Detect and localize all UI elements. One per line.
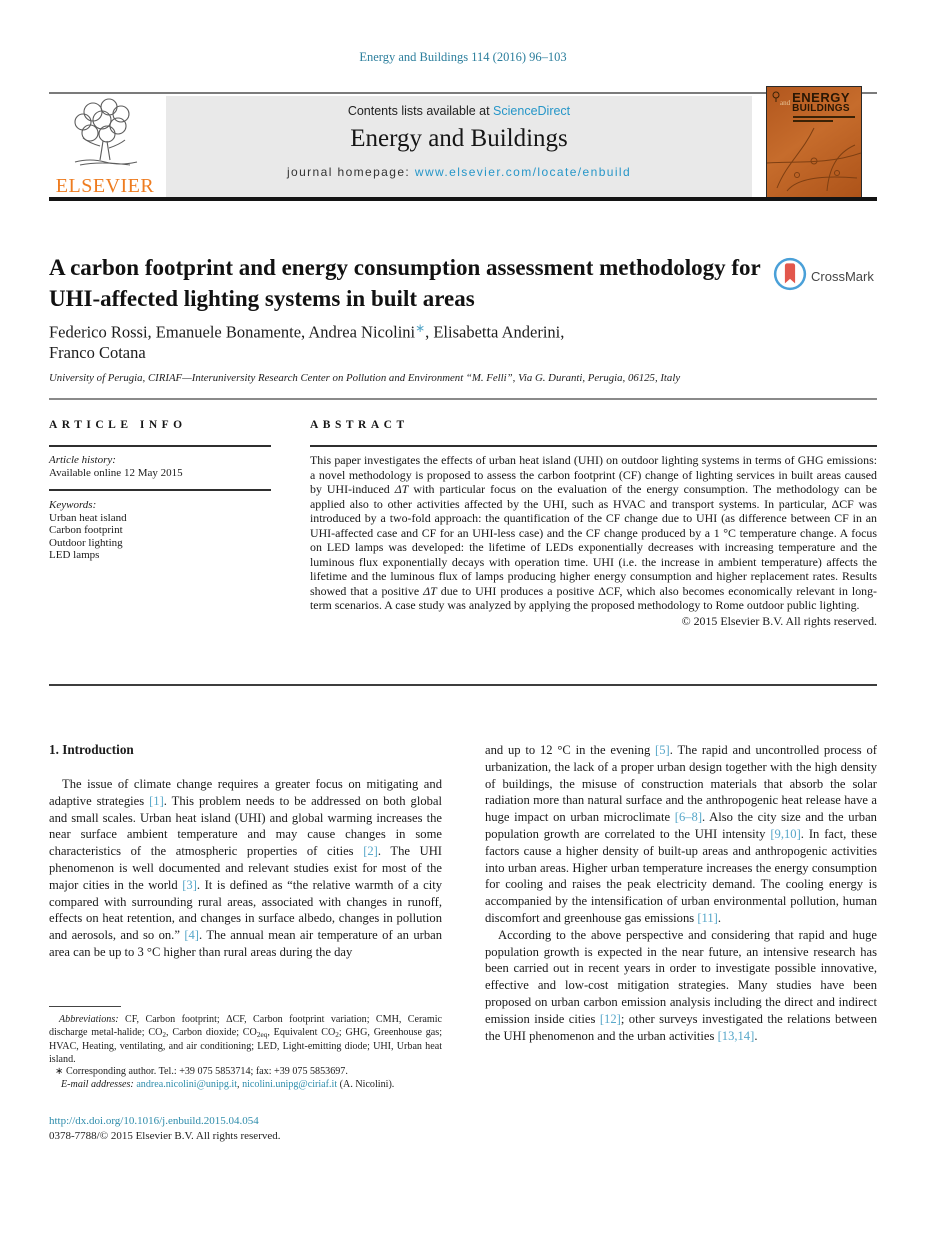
keyword-item: LED lamps <box>49 548 100 561</box>
journal-title: Energy and Buildings <box>350 125 568 152</box>
crossmark-badge[interactable] <box>773 257 873 296</box>
cover-tree-emblem-icon <box>771 90 781 108</box>
body-column-left <box>49 776 442 961</box>
footnote-rule <box>49 1006 121 1007</box>
keyword-item: Carbon footprint <box>49 524 123 537</box>
journal-citation-link[interactable]: Energy and Buildings 114 (2016) 96–103 <box>359 50 567 64</box>
crossmark-icon <box>773 257 807 296</box>
intro-paragraph: The issue of climate change requires a greater focus on mitigating and adaptive strategies [1]. This problem needs to be addressed on both global and small scales. Urban heat island (UHI) and global warming increases the near surface ambient temperature and may cause changes in some characteristics of the atmospheric properties of cities [2]. The UHI phenomenon is well documented and relevant studies exist for most of the major cities in the world [3]. It is defined as “the relative warmth of a city compared with surrounding rural areas, associated with changes in runoff, effects on heat retention, and changes in surface albedo, changes in pollution and aerosols, and so on.” [4]. The annual mean air temperature of an urban area can be up to 3 °C higher than rural areas during the day <box>49 777 443 959</box>
inline-link[interactable]: [12] <box>599 1011 621 1026</box>
email-addresses-note: E-mail addresses: andrea.nicolini@unipg.it, nicolini.unipg@ciriaf.it (A. Nicolini). <box>61 1078 395 1090</box>
affiliation: University of Perugia, CIRIAF—Interuniversity Research Center on Pollution and Environment “M. Felli”, Via G. Duranti, Perugia, 06125, Italy <box>49 372 681 384</box>
abbreviations-note: Abbreviations: CF, Carbon footprint; ΔCF, Carbon footprint variation; CMH, Ceramic discharge metal-halide; CO2, Carbon dioxide; CO2eq, Equivalent CO2; GHG, Greenhouse gas; HVAC, Heating, ventilating, and air conditioning; LED, Light-emitting diode; UHI, Urban heat island. <box>49 1014 442 1065</box>
inline-link[interactable]: [1] <box>149 793 164 808</box>
journal-cover-thumbnail <box>766 86 862 199</box>
keywords-list <box>49 512 127 561</box>
cover-word-buildings: BUILDINGS <box>792 103 850 114</box>
elsevier-logo <box>49 96 161 196</box>
inline-link[interactable]: [4] <box>184 928 199 943</box>
author-list-line1: Federico Rossi, Emanuele Bonamente, Andrea Nicolini∗, Elisabetta Anderini, <box>49 321 565 342</box>
author-list-line2: Franco Cotana <box>49 343 146 362</box>
inline-link[interactable]: [3] <box>182 877 197 892</box>
abstract-body <box>310 453 877 628</box>
intro-paragraph: According to the above perspective and considering that rapid and huge population growth is expected in the near future, an intensive research has been carried out in recent years in order to investigate possible innovative, effective and low-cost mitigation strategies. Many studies have been proposed on urban carbon emission analysis including the direct and indirect emission inside cities [12]; other surveys investigated the relations between the UHI phenomenon and the urban activities [13,14]. <box>485 927 877 1043</box>
title-section-rule <box>49 398 877 400</box>
cover-word-energy: ENERGY <box>792 90 851 105</box>
article-history-label: Article history: <box>49 454 116 466</box>
journal-homepage-link[interactable]: www.elsevier.com/locate/enbuild <box>414 165 632 179</box>
intro-paragraph-continued: and up to 12 °C in the evening [5]. The rapid and uncontrolled process of urbanization, the lack of a proper urban design together with the high density of buildings, the misuse of construction materials that absorb the solar radiation more than natural surface and the anthropogenic heat release have a huge impact on urban microclimate [6–8]. Also the city size and the urban population growth are correlated to the UHI intensity [9,10]. In fact, these factors cause a higher density of built-up areas and anthropogenic activities into urban areas. Higher urban temperature increases the energy consumption for cooling and raises the peak electricity demand. The cooling energy is accompanied by the intensification of urban environmental pollution, human discomfort and greenhouse gas emissions [11]. <box>485 743 877 925</box>
cover-map-art <box>767 180 861 197</box>
inline-link[interactable]: [11] <box>697 910 718 925</box>
homepage-prefix: journal homepage: <box>286 165 415 179</box>
keyword-item: Urban heat island <box>49 512 127 524</box>
body-section-rule <box>49 684 877 686</box>
section-heading-introduction: 1. Introduction <box>49 742 134 757</box>
inline-link[interactable]: [9,10] <box>770 826 801 841</box>
article-info-rule <box>49 489 271 491</box>
body-column-right <box>485 742 877 1044</box>
inline-link[interactable]: [5] <box>655 743 670 757</box>
issn-copyright-line: 0378-7788/© 2015 Elsevier B.V. All rights reserved. <box>49 1130 281 1142</box>
sciencedirect-link[interactable]: ScienceDirect <box>493 104 571 118</box>
contents-line <box>166 104 752 118</box>
article-info-heading: ARTICLE INFO <box>49 419 187 431</box>
doi-link[interactable]: http://dx.doi.org/10.1016/j.enbuild.2015.04.054 <box>49 1115 259 1127</box>
inline-link[interactable]: [6–8] <box>674 810 703 825</box>
inline-link[interactable]: [13,14] <box>717 1028 755 1043</box>
elsevier-wordmark: ELSEVIER <box>55 175 155 197</box>
crossmark-label: CrossMark <box>811 269 874 284</box>
contents-prefix: Contents lists available at <box>347 104 494 118</box>
masthead-top-rule <box>49 92 877 94</box>
inline-link[interactable]: [2] <box>363 844 378 859</box>
abstract-heading: ABSTRACT <box>310 419 409 431</box>
cover-subtitle-bar <box>793 116 855 118</box>
footnote-block <box>49 1006 442 1091</box>
corresponding-author-note: ∗ Corresponding author. Tel.: +39 075 5853714; fax: +39 075 5853697. <box>55 1066 348 1078</box>
abstract-rule <box>310 445 877 447</box>
abstract-paragraph: This paper investigates the effects of urban heat island (UHI) on outdoor lighting systems in terms of GHG emissions: a novel methodology is proposed to assess the carbon footprint (CF) change of lighting services in built areas caused by UHI-induced ΔT with particular focus on the evaluation of the energy consumption. The methodology can be applied also to other activities affected by the UHI, such as HVAC and transport systems. In particular, ΔCF was introduced by a two-fold approach: the quantification of the CF change due to UHI (as difference between CF in an UHI-affected case and CF for an UHI-less case) and the CF change produced by a 1 °C temperature change. A focus on LED lamps was developed: the lifetime of LEDs exponentially decreases with increasing temperature and the luminous flux exponentially decays with operation time. UHI (i.e. the increase in ambient temperature) affects the lifetime and the luminous flux of lamps producing higher energy consumption and higher replacement rates. Results showed that a positive ΔT due to UHI produces a positive ΔCF, which also becomes economically relevant in long-term scenarios. A case study was analyzed by applying the proposed methodology to Rome outdoor public lighting. <box>310 453 878 612</box>
inline-link[interactable]: nicolini.unipg@ciriaf.it <box>242 1078 338 1090</box>
article-title: A carbon footprint and energy consumption assessment methodology for UHI-affected lighting systems in built areas <box>49 255 761 311</box>
copyright-line: © 2015 Elsevier B.V. All rights reserved. <box>681 613 877 628</box>
article-history-value: Available online 12 May 2015 <box>49 467 183 479</box>
cover-subtitle-bar <box>793 120 833 122</box>
article-info-rule <box>49 445 271 447</box>
elsevier-tree-icon <box>55 155 155 172</box>
masthead-box <box>166 96 752 197</box>
keyword-item: Outdoor lighting <box>49 536 123 549</box>
masthead-bottom-rule <box>49 197 877 201</box>
inline-link[interactable]: andrea.nicolini@unipg.it <box>136 1078 238 1090</box>
cover-word-and: and <box>780 99 791 107</box>
homepage-line <box>166 165 752 179</box>
keywords-label: Keywords: <box>49 499 97 511</box>
